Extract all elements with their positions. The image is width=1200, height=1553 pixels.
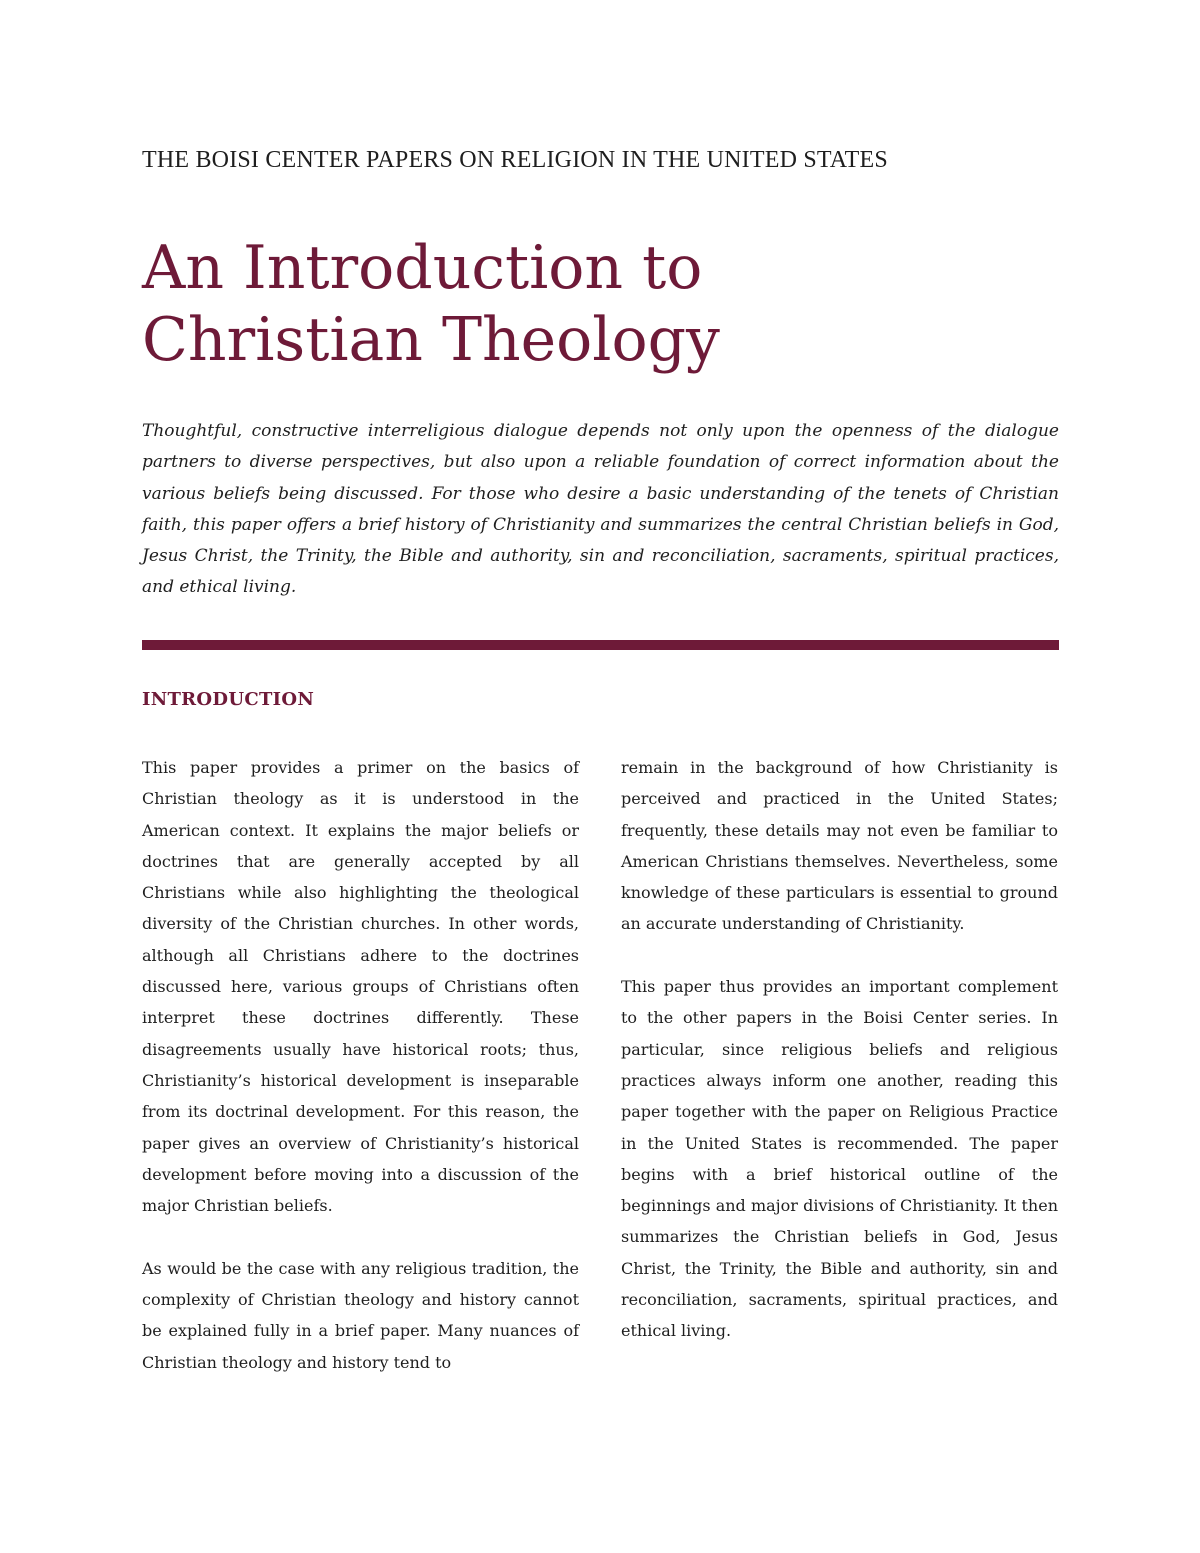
document-title <box>142 232 1062 376</box>
left-column <box>142 752 579 1409</box>
right-column <box>621 752 1058 1378</box>
section-divider <box>142 640 1059 650</box>
body-paragraph: remain in the background of how Christianity is perceived and practiced in the United States; frequently, these details may not even be familiar to American Christians themselves. Nevertheless, some knowledge of these particulars is essential to ground an accurate understanding of Christianity. <box>621 758 1058 934</box>
body-paragraph: As would be the case with any religious tradition, the complexity of Christian theology and history cannot be explained fully in a brief paper. Many nuances of Christian theology and history tend to <box>142 1258 579 1372</box>
section-heading: INTRODUCTION <box>142 689 315 710</box>
title-line-1: An Introduction to <box>142 233 703 303</box>
title-line-2: Christian Theology <box>142 305 720 375</box>
abstract: Thoughtful, constructive interreligious dialogue depends not only upon the openness of the dialogue partners to diverse perspectives, but also upon a reliable foundation of correct information about the various beliefs being discussed. For those who desire a basic understanding of the tenets of Christian faith, this paper offers a brief history of Christianity and summarizes the central Christian beliefs in God, Jesus Christ, the Trinity, the Bible and authority, sin and reconciliation, sacraments, spiritual practices, and ethical living. <box>142 421 1059 598</box>
series-title: THE BOISI CENTER PAPERS ON RELIGION IN THE UNITED STATES <box>142 147 888 173</box>
body-paragraph: This paper thus provides an important complement to the other papers in the Boisi Center series. In particular, since religious beliefs and religious practices always inform one another, reading this paper together with the paper on Religious Practice in the United States is recommended. The paper begins with a brief historical outline of the beginnings and major divisions of Christianity. It then summarizes the Christian beliefs in God, Jesus Christ, the Trinity, the Bible and authority, sin and reconciliation, sacraments, spiritual practices, and ethical living. <box>621 977 1058 1341</box>
body-paragraph: This paper provides a primer on the basics of Christian theology as it is understood in the American context. It explains the major beliefs or doctrines that are generally accepted by all Christians while also highlighting the theological diversity of the Christian churches. In other words, although all Christians adhere to the doctrines discussed here, various groups of Christians often interpret these doctrines differently. These disagreements usually have historical roots; thus, Christianity’s historical development is inseparable from its doctrinal development. For this reason, the paper gives an overview of Christianity’s historical development before moving into a discussion of the major Christian beliefs. <box>142 758 579 1216</box>
